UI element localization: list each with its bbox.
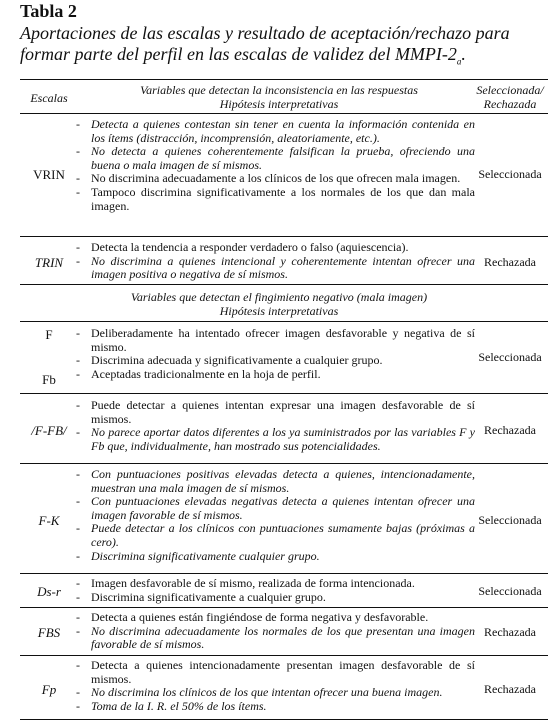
header-variables-line1: Variables que detectan la inconsistencia en las respuestas	[140, 83, 418, 97]
rule-header	[20, 113, 548, 114]
header-seleccionada	[470, 83, 550, 111]
bullet-item: - Discrimina significativamente a cualquier grupo.	[76, 591, 475, 605]
scale-f-fb: /F-FB/	[31, 423, 67, 438]
scale-fp: Fp	[41, 682, 57, 697]
scale-fbs: FBS	[37, 625, 61, 640]
table-title: Tabla 2	[20, 1, 77, 21]
bullet-item: - No discrimina adecuadamente a los clínicos de los que ofrecen mala imagen.	[76, 172, 475, 186]
status-fbs: Rechazada	[484, 625, 536, 639]
rule-row	[20, 573, 548, 574]
rule-bottom	[20, 719, 548, 720]
bullets-vrin	[76, 118, 475, 213]
bullet-item: - Puede detectar a los clínicos con puntuaciones sumamente bajas (próximas a cero).	[76, 522, 475, 549]
status-vrin: Seleccionada	[478, 167, 542, 181]
status-trin: Rechazada	[484, 255, 536, 269]
scale-ds-r: Ds-r	[37, 584, 61, 599]
bullet-item: - Detecta a quienes intencionadamente presentan imagen desfavorable de sí mismos.	[76, 659, 475, 686]
rule-row	[20, 236, 548, 237]
bullet-item: - Con puntuaciones positivas elevadas detecta a quienes, intencionadamente, muestran una mala imagen de sí mismos.	[76, 468, 475, 495]
bullet-item: - Con puntuaciones elevadas negativas detecta a quienes intentan ofrecer una imagen favorable de sí mismos.	[76, 495, 475, 522]
bullet-item: - Discrimina adecuada y significativamente a cualquier grupo.	[76, 354, 475, 368]
bullet-item: - Discrimina significativamente cualquier grupo.	[76, 550, 475, 564]
bullet-item: - No detecta a quienes coherentemente falsifican la prueba, ofreciendo una buena o mala imagen de sí mismos.	[76, 145, 475, 172]
bullet-item: - No discrimina los clínicos de los que intentan ofrecer una buena imagen.	[76, 686, 475, 700]
header-seleccionada-line2: Rechazada	[483, 97, 537, 111]
bullet-item: - Detecta a quienes contestan sin tener en cuenta la información contenida en los ítems (distracción, incomprensión, aleatoriamente, etc.).	[76, 118, 475, 145]
rule-row	[20, 607, 548, 608]
rule-row	[20, 655, 548, 656]
bullets-ds-r	[76, 577, 475, 604]
bullet-item: - Detecta la tendencia a responder verdadero o falso (aquiescencia).	[76, 241, 475, 255]
bullets-f	[76, 327, 475, 381]
header-variables-line2: Hipótesis interpretativas	[219, 97, 339, 111]
rule-row	[20, 393, 548, 394]
bullets-f-fb	[76, 399, 475, 453]
status-fp: Rechazada	[484, 682, 536, 696]
bullets-fp	[76, 659, 475, 713]
status-f: Seleccionada	[478, 350, 542, 364]
scale-trin: TRIN	[34, 255, 64, 270]
caption-footnote-marker: a	[456, 56, 462, 67]
status-f-fb: Rechazada	[484, 423, 536, 437]
table-caption	[20, 23, 545, 73]
bullet-item: - Aceptadas tradicionalmente en la hoja de perfil.	[76, 368, 475, 382]
bullet-item: - Detecta a quienes están fingiéndose de forma negativa y desfavorable.	[76, 611, 475, 625]
section-negativo-heading	[84, 290, 474, 318]
status-ds-r: Seleccionada	[478, 584, 542, 598]
bullets-trin	[76, 241, 475, 282]
scale-f: F	[45, 327, 53, 342]
section-negativo-line2: Hipótesis interpretativas	[219, 304, 339, 318]
caption-text: Aportaciones de las escalas y resultado de aceptación/rechazo para formar parte del perfil en las escalas de validez del MMPI-2	[20, 23, 510, 64]
bullet-item: - Tampoco discrimina significativamente a los normales de los que dan mala imagen.	[76, 186, 475, 213]
bullet-item: - Deliberadamente ha intentado ofrecer imagen desfavorable y negativa de sí mismo.	[76, 327, 475, 354]
caption-end: .	[461, 44, 466, 64]
header-variables	[84, 83, 474, 111]
bullet-item: - No discrimina a quienes intencional y coherentemente intentan ofrecer una imagen positiva o negativa de sí mismos.	[76, 255, 475, 282]
header-escalas: Escalas	[30, 91, 68, 105]
status-f-k: Seleccionada	[478, 513, 542, 527]
bullet-item: - No parece aportar datos diferentes a los ya suministrados por las variables F y Fb que, individualmente, han mostrado sus potencialidades.	[76, 426, 475, 453]
bullet-item: - Imagen desfavorable de sí mismo, realizada de forma intencionada.	[76, 577, 475, 591]
rule-section	[20, 284, 548, 285]
bullets-f-k	[76, 468, 475, 563]
rule-section-bottom	[20, 321, 548, 322]
scale-f-k: F-K	[38, 513, 60, 528]
scale-vrin: VRIN	[33, 167, 65, 182]
scale-fb: Fb	[42, 372, 56, 387]
section-negativo-line1: Variables que detectan el fingimiento negativo (mala imagen)	[130, 290, 428, 304]
bullet-item: - Toma de la I. R. el 50% de los ítems.	[76, 700, 475, 714]
rule-top	[20, 79, 548, 80]
rule-row	[20, 463, 548, 464]
bullet-item: - No discrimina adecuadamente los normales de los que presentan una imagen favorable de sí mismos.	[76, 625, 475, 652]
header-seleccionada-line1: Seleccionada/	[476, 83, 544, 97]
bullet-item: - Puede detectar a quienes intentan expresar una imagen desfavorable de sí mismos.	[76, 399, 475, 426]
bullets-fbs	[76, 611, 475, 652]
